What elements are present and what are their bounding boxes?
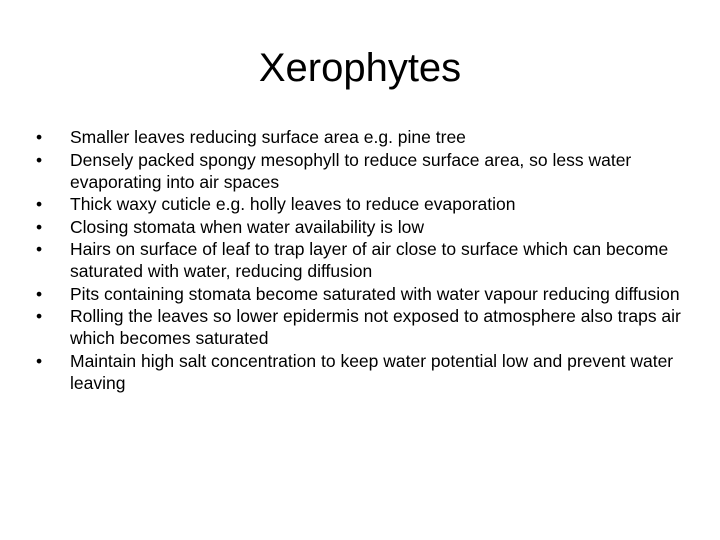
slide-title: Xerophytes — [258, 46, 462, 90]
bullet-item — [36, 216, 700, 238]
bullet-item — [36, 193, 700, 215]
bullet-item — [36, 238, 700, 282]
bullet-icon: • — [36, 239, 43, 259]
bullet-text: Densely packed spongy mesophyll to reduce surface area, so less water evaporating into air spaces — [70, 149, 632, 192]
bullet-item — [36, 305, 700, 349]
bullet-icon: • — [36, 350, 43, 371]
bullet-item — [36, 350, 700, 394]
bullet-item — [36, 283, 700, 305]
bullet-text: Rolling the leaves so lower epidermis not exposed to atmosphere also traps air which becomes saturated — [70, 306, 681, 348]
bullet-text: Thick waxy cuticle e.g. holly leaves to reduce evaporation — [70, 194, 516, 214]
bullet-icon: • — [36, 149, 43, 170]
bullet-text: Maintain high salt concentration to keep water potential low and prevent water leaving — [70, 350, 674, 393]
bullet-text: Pits containing stomata become saturated with water vapour reducing diffusion — [70, 283, 680, 304]
bullet-icon: • — [36, 127, 43, 147]
bullet-text: Closing stomata when water availability is low — [70, 216, 425, 237]
bullet-text: Smaller leaves reducing surface area e.g. pine tree — [70, 127, 466, 147]
bullet-icon: • — [36, 216, 43, 237]
bullet-list — [36, 126, 700, 394]
bullet-item — [36, 149, 700, 193]
bullet-icon: • — [36, 283, 43, 304]
bullet-icon: • — [36, 306, 43, 326]
bullet-icon: • — [36, 194, 43, 214]
bullet-text: Hairs on surface of leaf to trap layer of air close to surface which can become saturated with water, reducing diffusion — [70, 239, 669, 281]
bullet-item — [36, 126, 700, 148]
